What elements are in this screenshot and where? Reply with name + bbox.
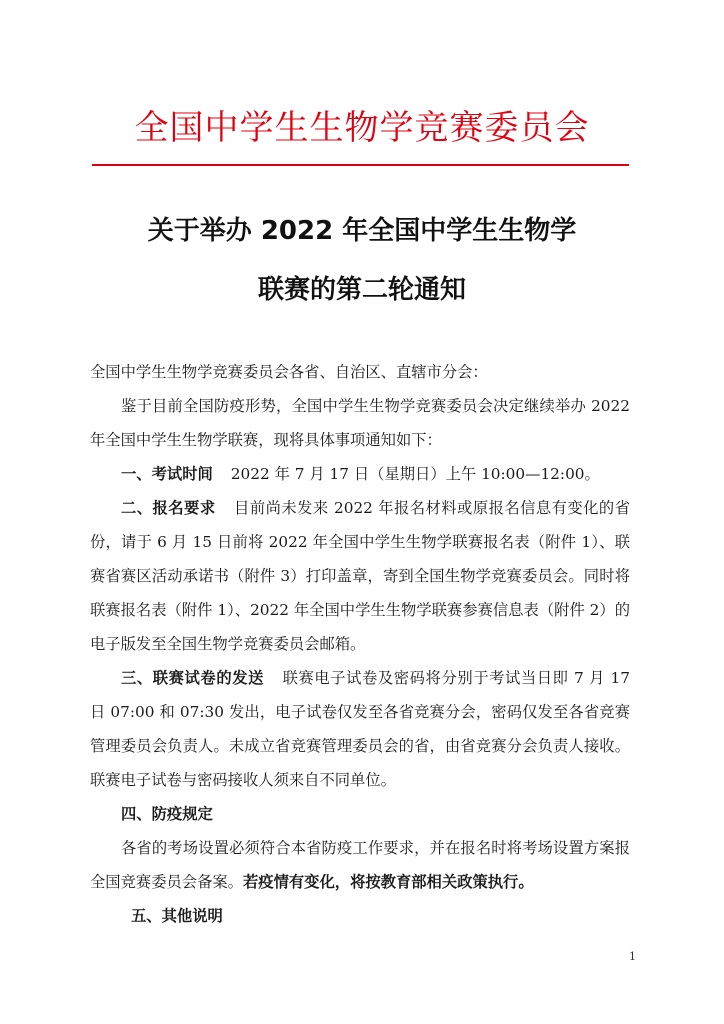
section-3-text: 联赛电子试卷及密码将分别于考试当日即 7 月 17 日 07:00 和 07:30 发出，电子试卷仅发至各省竞赛分会，密码仅发至各省竞赛管理委员会负责人。未成立省竞赛管理委员会的省，由省竞赛分会负责人接收。联赛电子试卷与密码接收人须来自不同单位。: [90, 669, 630, 789]
document-body: [90, 355, 630, 933]
page-number: 1: [629, 950, 636, 963]
section-4-emphasis: 若疫情有变化，将按教育部相关政策执行。: [242, 873, 534, 891]
section-2-paragraph: [90, 491, 630, 661]
intro-paragraph: 鉴于目前全国防疫形势，全国中学生生物学竞赛委员会决定继续举办 2022 年全国中学生生物学联赛，现将具体事项通知如下：: [90, 397, 630, 449]
section-4-heading: 四、防疫规定: [121, 805, 213, 823]
section-1-heading: 一、考试时间: [121, 465, 213, 483]
header-divider: [92, 164, 629, 166]
salutation: 全国中学生生物学竞赛委员会各省、自治区、直辖市分会：: [90, 363, 488, 381]
section-2-text: 目前尚未发来 2022 年报名材料或原报名信息有变化的省份，请于 6 月 15 日前将 2022 年全国中学生生物学联赛报名表（附件 1）、联赛省赛区活动承诺书（附件 3）打印盖章，寄到全国生物学竞赛委员会。同时将联赛报名表（附件 1）、2022 年全国中学生生物学联赛参赛信息表（附件 2）的电子版发至全国生物学竞赛委员会邮箱。: [90, 499, 630, 653]
section-4-paragraph: [90, 831, 630, 899]
document-title-line-2: 联赛的第二轮通知: [257, 275, 466, 305]
section-4-text: 各省的考场设置必须符合本省防疫工作要求，并在报名时将考场设置方案报全国竞赛委员会备案。: [90, 839, 630, 891]
section-3-paragraph: [90, 661, 630, 797]
section-2-heading: 二、报名要求: [121, 499, 216, 517]
organization-header: 全国中学生生物学竞赛委员会: [134, 108, 590, 148]
section-1-paragraph: [90, 457, 630, 491]
document-title-line-1: 关于举办 2022 年全国中学生生物学: [147, 216, 577, 246]
section-5-heading: 五、其他说明: [131, 907, 223, 925]
section-1-text: 2022 年 7 月 17 日（星期日）上午 10:00—12:00。: [230, 465, 600, 483]
section-3-heading: 三、联赛试卷的发送: [121, 669, 264, 687]
